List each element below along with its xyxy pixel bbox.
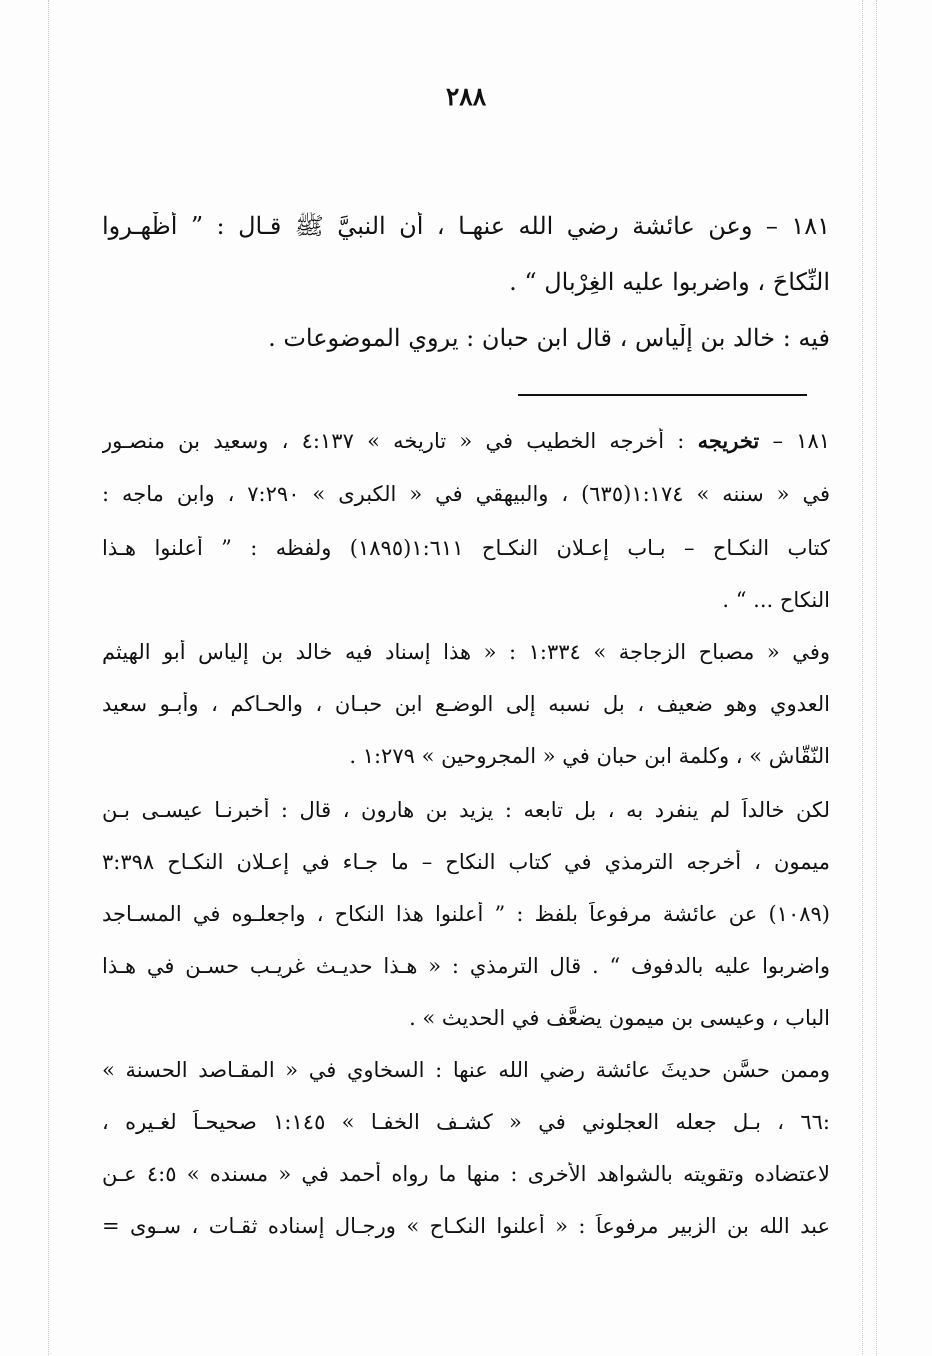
- footnote-line: وممن حسَّن حديثَ عائشة رضي الله عنها : السخاوي في « المقـاصد الحسنة »: [102, 1058, 830, 1082]
- page-number: ٢٨٨: [445, 82, 487, 111]
- hadith-line: ١٨١ – وعن عائشة رضي الله عنهـا ، أن النبيَّ ﷺ قـال : ” أظْهـروا: [102, 212, 830, 240]
- footnote-line: كتاب النكـاح – بـاب إعـلان النكـاح ١:٦١١(١٨٩٥) ولفظه : ” أعلنوا هـذا: [102, 536, 830, 560]
- scan-artifact: [876, 0, 877, 1356]
- footnote-divider: [518, 394, 807, 396]
- scan-artifact: [862, 0, 863, 1356]
- footnote-line: [102, 428, 830, 454]
- hadith-commentary: فيه : خالد بن إلْياس ، قال ابن حبان : يروي الموضوعات .: [268, 324, 830, 352]
- footnote-text: : أخرجه الخطيب في « تاريخه » ٤:١٣٧ ، وسعيد بن منصـور: [102, 429, 698, 453]
- takhrij-label: تخريجه: [697, 428, 760, 453]
- footnote-line: ميمون ، أخرجه الترمذي في كتاب النكاح – ما جـاء في إعـلان النكـاح ٣:٣٩٨: [102, 850, 830, 874]
- footnote-line: النكاح ... “ .: [722, 588, 830, 612]
- footnote-line: واضربوا عليه بالدفوف “ . قال الترمذي : « هـذا حديـث غريـب حسـن في هـذا: [102, 954, 830, 978]
- hadith-line: النِّكاحَ ، واضربوا عليه الغِرْبال “ .: [509, 268, 830, 296]
- footnote-line: لاعتضاده وتقويته بالشواهد الأخرى : منها ما رواه أحمد في « مسنده » ٤:٥ عـن: [102, 1162, 830, 1186]
- footnote-line: عبد الله بن الزبير مرفوعاً : « أعلنوا النكـاح » ورجـال إسناده ثقـات ، سـوى =: [102, 1214, 830, 1238]
- footnote-line: :٦٦ ، بـل جعله العجلوني في « كشـف الخفـا » ١:١٤٥ صحيحـاً لغـيره ،: [102, 1110, 830, 1134]
- footnote-line: لكن خالداً لم ينفرد به ، بل تابعه : يزيد بن هارون ، قال : أخبرنـا عيسـى بـن: [102, 798, 830, 822]
- scan-artifact: [48, 0, 49, 1356]
- footnote-line: في « سننه » ١:١٧٤(٦٣٥) ، والبيهقي في « الكبرى » ٧:٢٩٠ ، وابن ماجه :: [102, 482, 830, 506]
- footnote-line: العدوي وهو ضعيف ، بل نسبه إلى الوضـع ابن حبـان ، والحـاكم ، وأبـو سعيد: [102, 692, 830, 716]
- footnote-line: وفي « مصباح الزجاجة » ١:٣٣٤ : « هذا إسناد فيه خالد بن إلياس أبو الهيثم: [102, 640, 830, 664]
- footnote-line: النّقّاش » ، وكلمة ابن حبان في « المجروحين » ١:٢٧٩ .: [349, 744, 830, 768]
- footnote-line: (١٠٨٩) عن عائشة مرفوعاً بلفظ : ” أعلنوا هذا النكاح ، واجعلـوه في المسـاجد: [102, 902, 830, 926]
- footnote-line: الباب ، وعيسى بن ميمون يضعَّف في الحديث » .: [409, 1006, 830, 1030]
- footnote-number: ١٨١ –: [759, 429, 830, 453]
